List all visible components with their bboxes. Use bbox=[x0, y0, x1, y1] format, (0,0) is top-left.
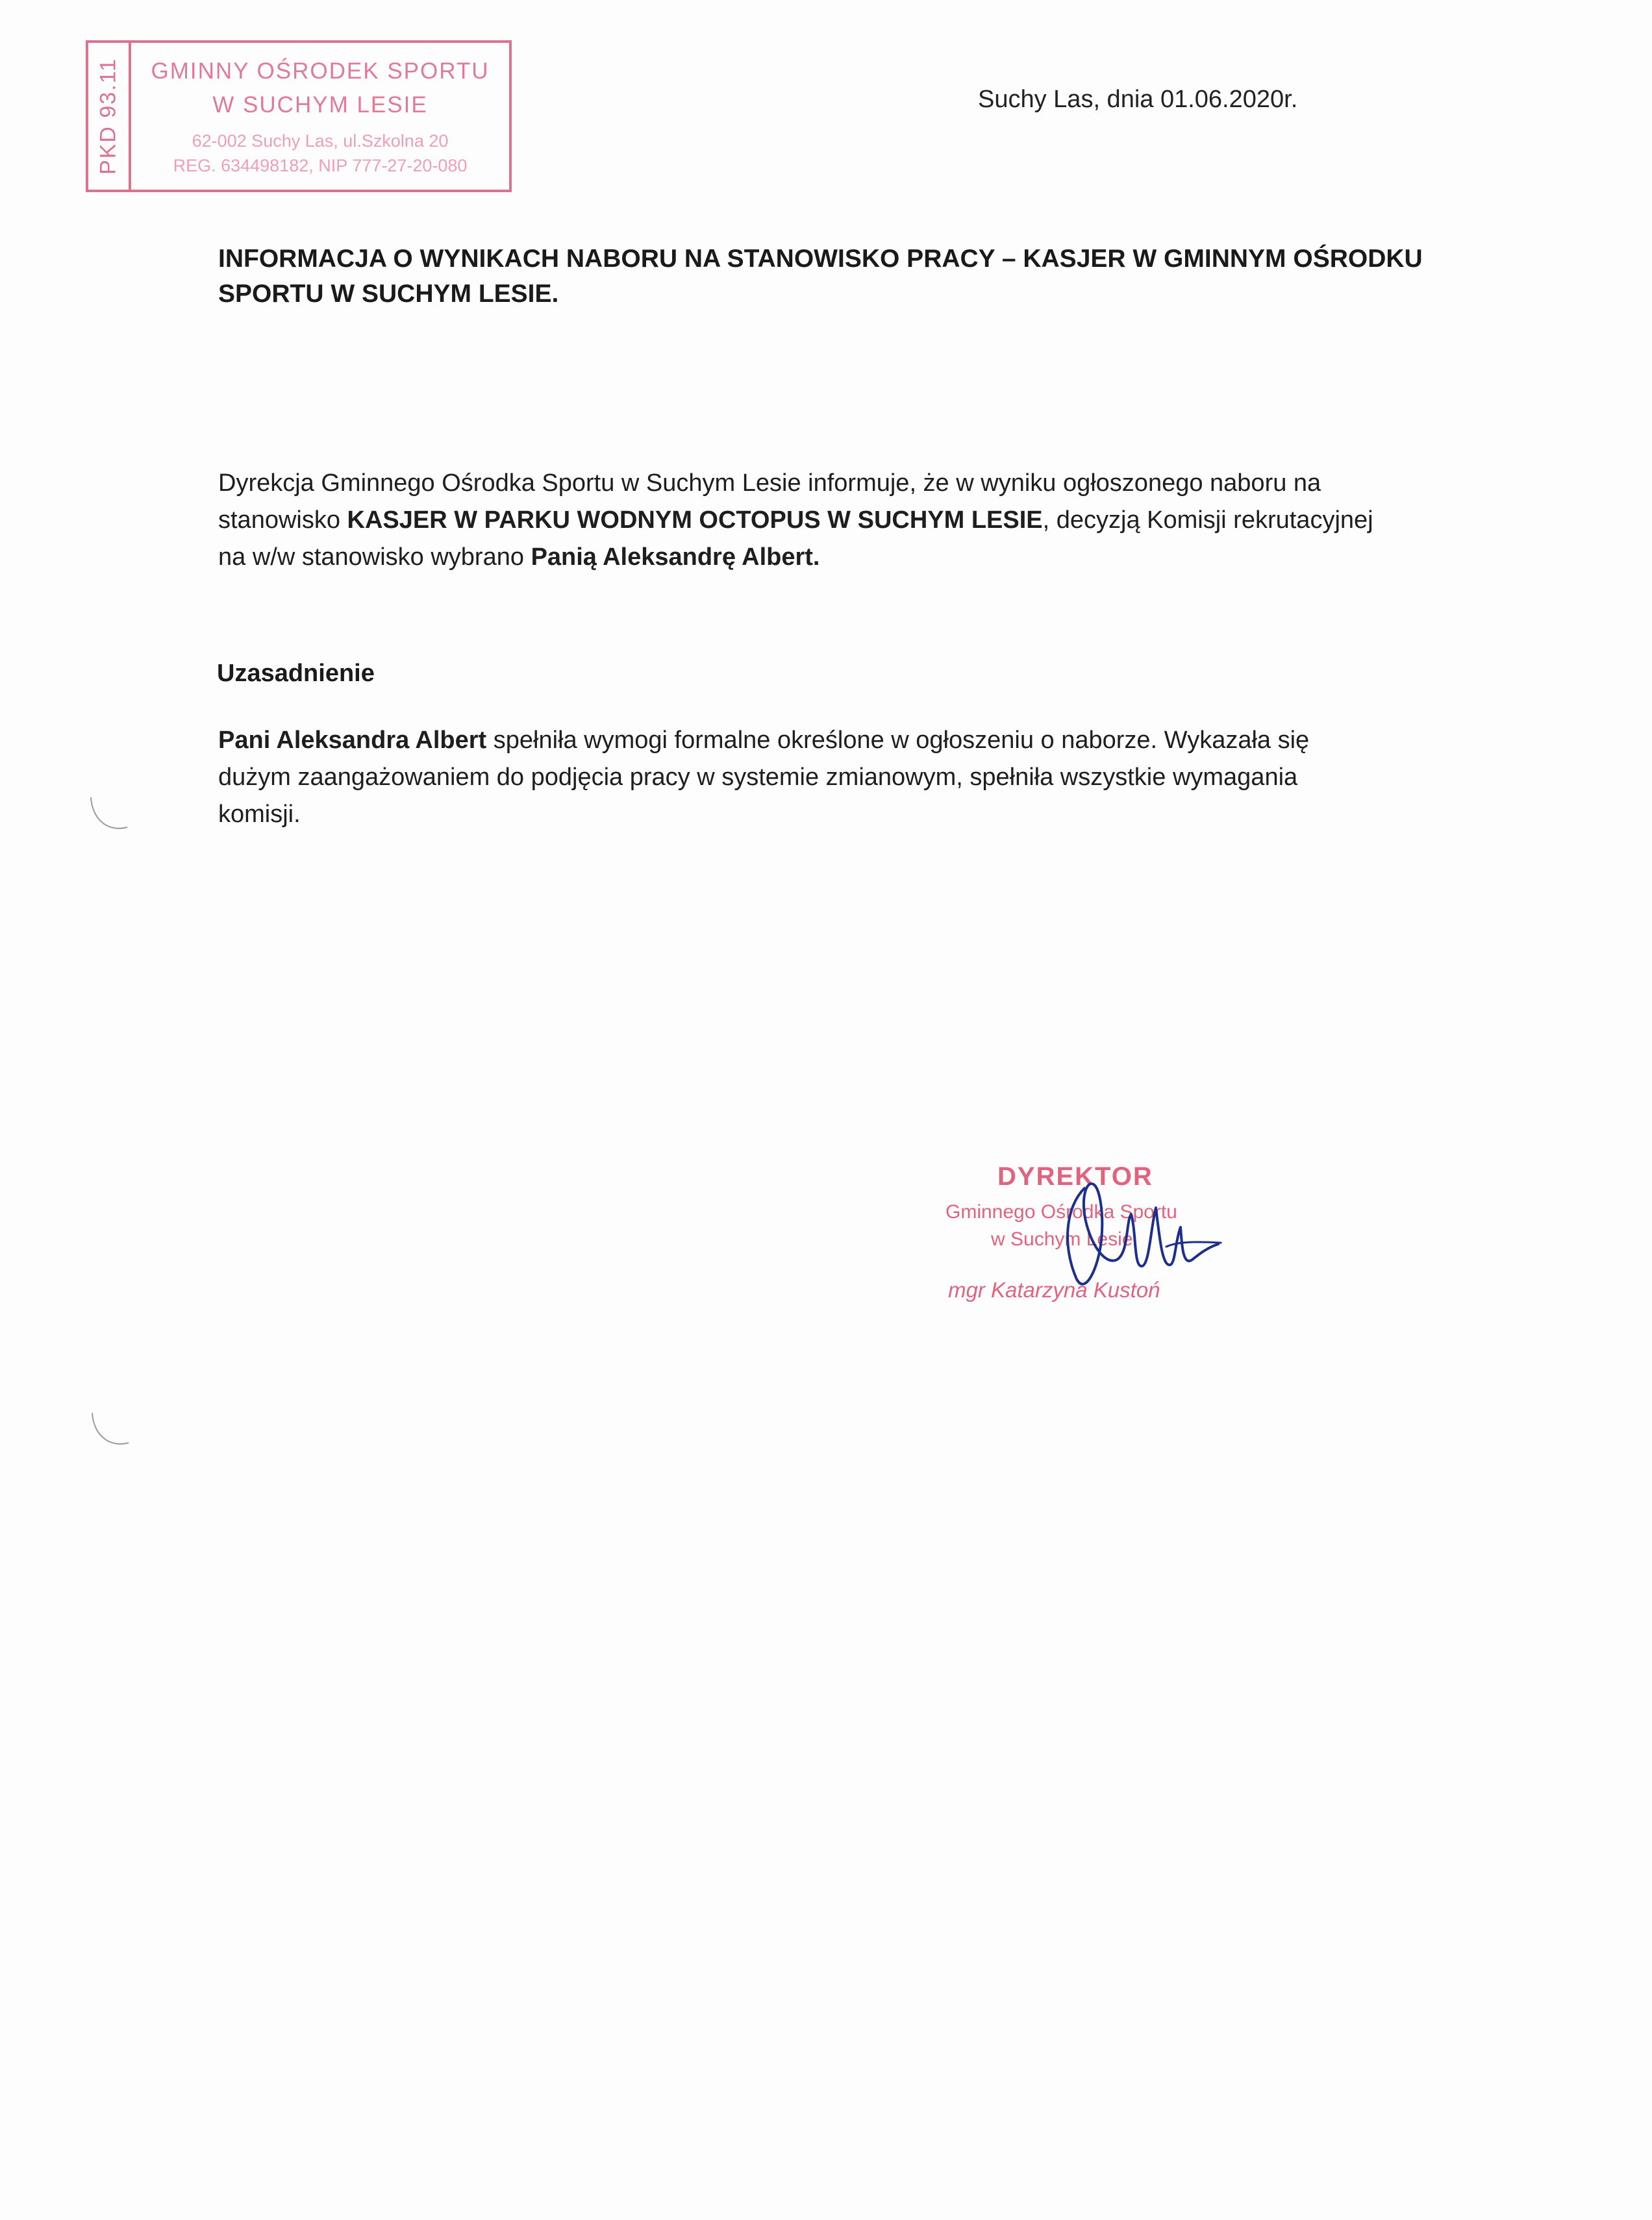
justification-paragraph bbox=[218, 722, 1465, 833]
announcement-line-2-post: , decyzją Komisji rekrutacyjnej bbox=[1042, 506, 1373, 534]
title-line-2: SPORTU W SUCHYM LESIE. bbox=[218, 280, 559, 308]
stamp-registration: REG. 634498182, NIP 777-27-20-080 bbox=[173, 156, 468, 175]
announcement-line-2-pre: stanowisko bbox=[218, 506, 347, 534]
announcement-line-3 bbox=[218, 539, 1465, 576]
punch-hole-mark bbox=[90, 1409, 135, 1454]
announcement-line-1: Dyrekcja Gminnego Ośrodka Sportu w Suchym Lesie informuje, że w wyniku ogłoszonego naboru na bbox=[218, 469, 1321, 497]
stamp-pkd-code: PKD 93.11 bbox=[95, 58, 121, 175]
director-org-line-1: Gminnego Ośrodka Sportu bbox=[945, 1201, 1177, 1223]
announcement-line-2 bbox=[218, 502, 1465, 539]
director-org-line-2: w Suchym Lesie bbox=[991, 1228, 1133, 1250]
director-name: mgr Katarzyna Kustoń bbox=[948, 1278, 1160, 1302]
justification-line-1-post: spełniła wymogi formalne określone w ogłoszeniu o naborze. Wykazała się bbox=[486, 727, 1310, 754]
stamp-org-name: GMINNY OŚRODEK SPORTU bbox=[151, 58, 490, 84]
document-title bbox=[218, 242, 1465, 312]
justification-heading: Uzasadnienie bbox=[217, 660, 375, 687]
justification-line-1 bbox=[218, 722, 1465, 759]
title-line-1: INFORMACJA O WYNIKACH NABORU NA STANOWISKO PRACY – KASJER W GMINNYM OŚRODKU bbox=[218, 245, 1423, 273]
document-date: Suchy Las, dnia 01.06.2020r. bbox=[978, 86, 1298, 113]
candidate-name: Pani Aleksandra Albert bbox=[218, 727, 487, 754]
justification-line-2: dużym zaangażowaniem do podjęcia pracy w systemie zmianowym, spełniła wszystkie wymagania bbox=[218, 764, 1298, 791]
justification-line-3: komisji. bbox=[218, 801, 301, 828]
announcement-line-3-pre: na w/w stanowisko wybrano bbox=[218, 543, 531, 571]
stamp-address: 62-002 Suchy Las, ul.Szkolna 20 bbox=[192, 131, 449, 151]
handwritten-signature bbox=[1039, 1169, 1227, 1292]
selected-candidate: Panią Aleksandrę Albert. bbox=[531, 543, 820, 571]
punch-hole-mark bbox=[88, 793, 134, 839]
stamp-org-location: W SUCHYM LESIE bbox=[212, 92, 428, 118]
organization-stamp bbox=[86, 40, 512, 192]
director-title: DYREKTOR bbox=[997, 1162, 1153, 1191]
position-name: KASJER W PARKU WODNYM OCTOPUS W SUCHYM LESIE bbox=[347, 506, 1043, 534]
stamp-side-panel bbox=[88, 43, 131, 190]
announcement-paragraph bbox=[218, 465, 1465, 576]
